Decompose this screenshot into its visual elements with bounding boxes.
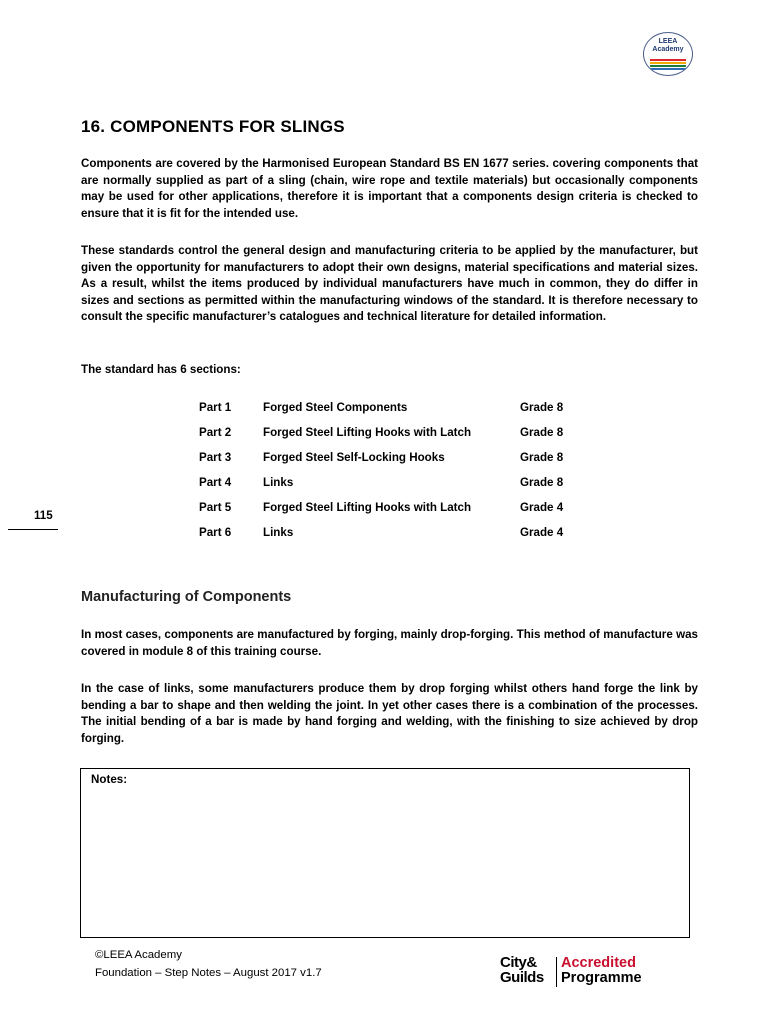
- section-row: [199, 448, 619, 473]
- leea-academy-logo: [643, 32, 693, 76]
- page-number-rule: [8, 529, 58, 530]
- city-guilds-accredited-logo: [500, 955, 650, 991]
- section-row: [199, 523, 619, 548]
- section-row: [199, 473, 619, 498]
- section-row: [199, 423, 619, 448]
- logo-stripe: [650, 65, 686, 67]
- logo-stripe: [650, 59, 686, 61]
- page-title: 16. COMPONENTS FOR SLINGS: [81, 117, 345, 136]
- section-description: Links: [263, 476, 294, 489]
- notes-box[interactable]: [80, 768, 690, 938]
- manufacturing-paragraph-2: In the case of links, some manufacturers produce them by drop forging whilst others hand forge the link by bending a bar to shape and then welding the joint. In yet other cases there is a combination of the processes. The initial bending of a bar is made by hand forging and welding, with the finishing to size achieved by drop forging.: [81, 682, 698, 745]
- section-row: [199, 398, 619, 423]
- footer-copyright: ©LEEA Academy: [95, 949, 182, 961]
- page-number: 115: [34, 509, 53, 522]
- footer-doc-info: Foundation – Step Notes – August 2017 v1.7: [95, 967, 322, 979]
- logo-stripe: [650, 68, 686, 70]
- logo-text-line1: LEEA: [658, 38, 678, 45]
- section-part: Part 4: [199, 476, 232, 489]
- section-description: Forged Steel Self-Locking Hooks: [263, 451, 445, 464]
- logo-text-line2: Academy: [652, 46, 684, 53]
- section-description: Links: [263, 526, 294, 539]
- intro-paragraph: Components are covered by the Harmonised European Standard BS EN 1677 series. covering components that are normally supplied as part of a sling (chain, wire rope and textile materials) but occasionally components may be used for other applications, therefore it is important that a components design criteria is checked to ensure that it is fit for the intended use.: [81, 157, 698, 220]
- section-description: Forged Steel Lifting Hooks with Latch: [263, 501, 472, 514]
- section-part: Part 3: [199, 451, 232, 464]
- section-description: Forged Steel Components: [263, 401, 408, 414]
- section-part: Part 6: [199, 526, 232, 539]
- sections-table: [199, 398, 619, 548]
- cg-accredited-text: Accredited: [561, 955, 636, 971]
- section-grade: Grade 4: [520, 501, 564, 514]
- cg-divider: [556, 957, 557, 987]
- section-row: [199, 498, 619, 523]
- logo-stripes: [650, 59, 686, 71]
- section-grade: Grade 8: [520, 476, 564, 489]
- section-grade: Grade 8: [520, 401, 564, 414]
- standards-paragraph: These standards control the general design and manufacturing criteria to be applied by the manufacturer, but given the opportunity for manufacturers to adopt their own designs, material specifications and material sizes. As a result, whilst the items produced by individual manufacturers have much in common, they do differ in sizes and sections as permitted within the manufacturing windows of the standard. It is therefore necessary to consult the specific manufacturer’s catalogues and technical literature for detailed information.: [81, 244, 698, 323]
- cg-guilds-text: Guilds: [500, 969, 544, 986]
- section-part: Part 2: [199, 426, 232, 439]
- section-grade: Grade 4: [520, 526, 564, 539]
- cg-city-text: City&: [500, 954, 537, 971]
- section-grade: Grade 8: [520, 426, 564, 439]
- section-part: Part 5: [199, 501, 232, 514]
- section-subheading: Manufacturing of Components: [81, 589, 292, 605]
- section-part: Part 1: [199, 401, 232, 414]
- logo-stripe: [650, 62, 686, 64]
- section-description: Forged Steel Lifting Hooks with Latch: [263, 426, 472, 439]
- manufacturing-paragraph-1: In most cases, components are manufactured by forging, mainly drop-forging. This method of manufacture was covered in module 8 of this training course.: [81, 628, 698, 658]
- cg-programme-text: Programme: [561, 970, 642, 986]
- notes-label: Notes:: [91, 773, 128, 786]
- sections-intro: The standard has 6 sections:: [81, 363, 241, 376]
- section-grade: Grade 8: [520, 451, 564, 464]
